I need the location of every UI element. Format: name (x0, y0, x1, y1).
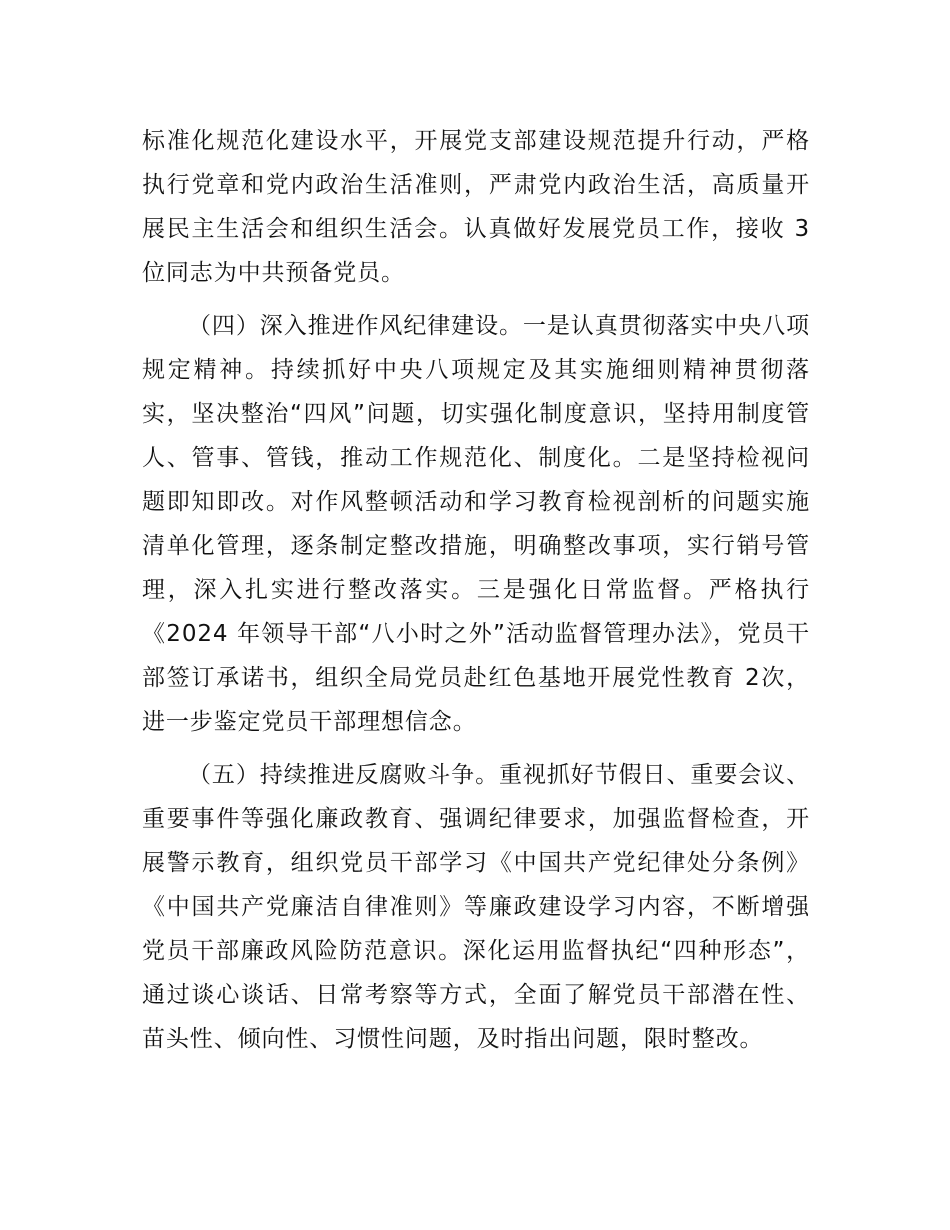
paragraph-continued-standardization: 标准化规范化建设水平，开展党支部建设规范提升行动，严格执行党章和党内政治生活准则，严肃党内政治生活，高质量开展民主生活会和组织生活会。认真做好发展党员工作，接收 3位同志为中共预备党员。 (142, 128, 810, 286)
document-body (142, 119, 810, 1061)
paragraph-section-five-anti-corruption: （五）持续推进反腐败斗争。重视抓好节假日、重要会议、重要事件等强化廉政教育、强调纪律要求，加强监督检查，开展警示教育，组织党员干部学习《中国共产党纪律处分条例》《中国共产党廉洁自律准则》等廉政建设学习内容，不断增强党员干部廉政风险防范意识。深化运用监督执纪“四种形态”，通过谈心谈话、日常考察等方式，全面了解党员干部潜在性、苗头性、倾向性、习惯性问题，及时指出问题，限时整改。 (142, 762, 810, 1052)
paragraph-section-four-work-style-discipline: （四）深入推进作风纪律建设。一是认真贯彻落实中央八项规定精神。持续抓好中央八项规定及其实施细则精神贯彻落实，坚决整治“四风”问题，切实强化制度意识，坚持用制度管人、管事、管钱，推动工作规范化、制度化。二是坚持检视问题即知即改。对作风整顿活动和学习教育检视剖析的问题实施清单化管理，逐条制定整改措施，明确整改事项，实行销号管理，深入扎实进行整改落实。三是强化日常监督。严格执行《2024 年领导干部“八小时之外”活动监督管理办法》，党员干部签订承诺书，组织全局党员赴红色基地开展党性教育 2次，进一步鉴定党员干部理想信念。 (142, 313, 810, 735)
